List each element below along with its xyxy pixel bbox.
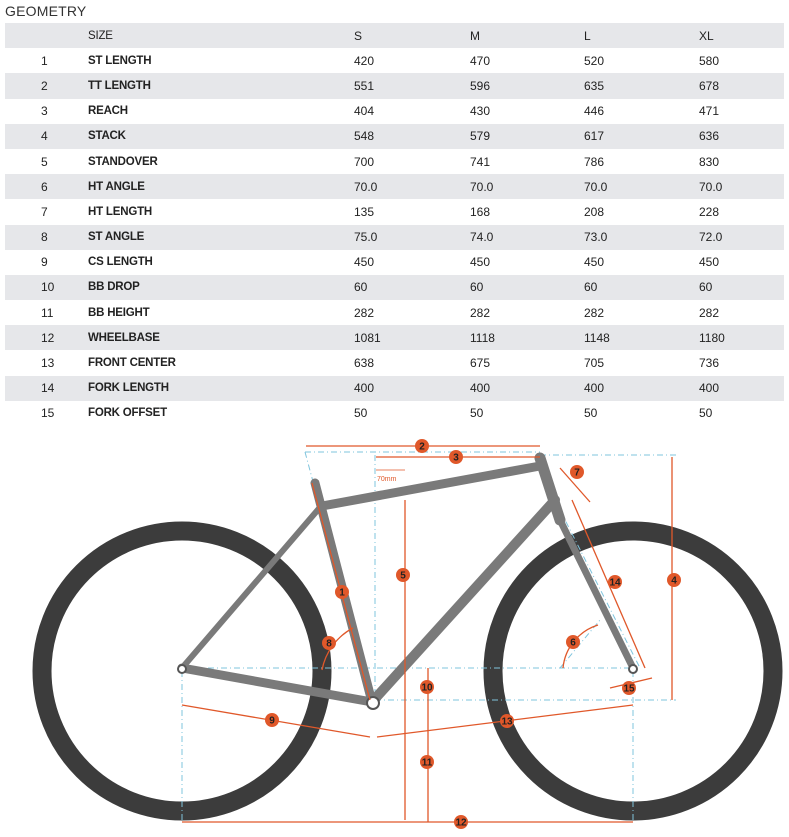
cell-xl: 60 (699, 275, 784, 300)
cell-xl: 450 (699, 250, 784, 275)
marker-11 (420, 755, 434, 769)
table-row (5, 48, 784, 73)
cell-s: 551 (354, 73, 470, 98)
cell-xl: 736 (699, 350, 784, 375)
cell-l: 400 (584, 376, 699, 401)
marker-label: 4 (671, 575, 677, 587)
cell-l: 70.0 (584, 174, 699, 199)
cell-l: 705 (584, 350, 699, 375)
cell-num: 12 (5, 325, 88, 350)
cell-l: 1148 (584, 325, 699, 350)
cell-s: 1081 (354, 325, 470, 350)
marker-15 (622, 681, 636, 695)
cell-num: 7 (5, 199, 88, 224)
marker-13 (500, 714, 514, 728)
cell-l: 446 (584, 99, 699, 124)
marker-5 (396, 568, 410, 582)
marker-label: 15 (623, 683, 635, 695)
header-l: L (584, 23, 699, 48)
cell-m: 282 (470, 300, 584, 325)
marker-2 (415, 439, 429, 453)
marker-label: 8 (326, 638, 332, 650)
header-xl: XL (699, 23, 784, 48)
table-row (5, 99, 784, 124)
cell-s: 400 (354, 376, 470, 401)
marker-3 (449, 450, 463, 464)
table-row (5, 401, 784, 426)
page-title: GEOMETRY (5, 3, 87, 19)
table-row (5, 350, 784, 375)
cell-m: 741 (470, 149, 584, 174)
marker-12 (454, 815, 468, 829)
marker-label: 13 (501, 716, 513, 728)
table-row (5, 174, 784, 199)
cell-m: 675 (470, 350, 584, 375)
cell-s: 282 (354, 300, 470, 325)
table-row (5, 300, 784, 325)
cell-num: 11 (5, 300, 88, 325)
cell-name: HT ANGLE (88, 174, 354, 199)
cell-name: HT LENGTH (88, 199, 354, 224)
cell-l: 520 (584, 48, 699, 73)
cell-m: 400 (470, 376, 584, 401)
marker-4 (667, 573, 681, 587)
cell-m: 70.0 (470, 174, 584, 199)
header-size: SIZE (88, 23, 354, 48)
cell-name: FRONT CENTER (88, 350, 354, 375)
cell-name: BB DROP (88, 275, 354, 300)
cell-s: 60 (354, 275, 470, 300)
cell-xl: 471 (699, 99, 784, 124)
cell-num: 13 (5, 350, 88, 375)
cell-name: BB HEIGHT (88, 300, 354, 325)
table-row (5, 149, 784, 174)
cell-xl: 72.0 (699, 225, 784, 250)
cell-l: 635 (584, 73, 699, 98)
marker-label: 9 (269, 715, 275, 727)
cell-num: 2 (5, 73, 88, 98)
cell-m: 596 (470, 73, 584, 98)
cell-m: 168 (470, 199, 584, 224)
marker-label: 11 (421, 757, 433, 769)
marker-label: 6 (570, 637, 576, 649)
cell-num: 1 (5, 48, 88, 73)
cell-m: 74.0 (470, 225, 584, 250)
marker-8 (322, 636, 336, 650)
marker-label: 14 (609, 577, 621, 589)
cell-m: 579 (470, 124, 584, 149)
marker-10 (420, 680, 434, 694)
cell-num: 3 (5, 99, 88, 124)
table-row (5, 325, 784, 350)
marker-label: 5 (400, 570, 406, 582)
marker-label: 2 (419, 441, 425, 453)
marker-label: 1 (339, 587, 345, 599)
cell-m: 470 (470, 48, 584, 73)
cell-s: 638 (354, 350, 470, 375)
rear-axle (178, 665, 186, 673)
cell-l: 786 (584, 149, 699, 174)
table-row (5, 225, 784, 250)
cell-name: WHEELBASE (88, 325, 354, 350)
geometry-table (5, 23, 784, 426)
cell-num: 14 (5, 376, 88, 401)
cell-s: 70.0 (354, 174, 470, 199)
cell-m: 50 (470, 401, 584, 426)
cell-s: 75.0 (354, 225, 470, 250)
cell-l: 208 (584, 199, 699, 224)
bottom-bracket (367, 697, 379, 709)
cell-xl: 282 (699, 300, 784, 325)
cell-xl: 830 (699, 149, 784, 174)
marker-label: 10 (421, 682, 433, 694)
front-axle (629, 665, 637, 673)
cell-xl: 70.0 (699, 174, 784, 199)
marker-6 (566, 635, 580, 649)
cell-xl: 678 (699, 73, 784, 98)
bike-geometry-diagram (0, 430, 789, 837)
marker-label: 3 (453, 452, 459, 464)
marker-9 (265, 713, 279, 727)
cell-m: 450 (470, 250, 584, 275)
cell-s: 404 (354, 99, 470, 124)
cell-l: 60 (584, 275, 699, 300)
marker-label: 7 (574, 467, 580, 479)
cell-s: 420 (354, 48, 470, 73)
marker-7 (570, 465, 584, 479)
cell-s: 135 (354, 199, 470, 224)
cell-xl: 228 (699, 199, 784, 224)
cell-xl: 580 (699, 48, 784, 73)
cell-num: 5 (5, 149, 88, 174)
cell-xl: 400 (699, 376, 784, 401)
header-num (5, 23, 88, 48)
fork-offset-label: 70mm (377, 476, 397, 483)
cell-name: STANDOVER (88, 149, 354, 174)
cell-name: FORK OFFSET (88, 401, 354, 426)
header-s: S (354, 23, 470, 48)
cell-num: 10 (5, 275, 88, 300)
cell-name: ST ANGLE (88, 225, 354, 250)
cell-s: 548 (354, 124, 470, 149)
cell-l: 617 (584, 124, 699, 149)
cell-name: FORK LENGTH (88, 376, 354, 401)
table-row (5, 73, 784, 98)
cell-xl: 50 (699, 401, 784, 426)
cell-name: STACK (88, 124, 354, 149)
marker-1 (335, 585, 349, 599)
cell-name: ST LENGTH (88, 48, 354, 73)
cell-num: 9 (5, 250, 88, 275)
cell-l: 282 (584, 300, 699, 325)
table-row (5, 124, 784, 149)
cell-name: REACH (88, 99, 354, 124)
cell-name: CS LENGTH (88, 250, 354, 275)
cell-num: 15 (5, 401, 88, 426)
cell-s: 450 (354, 250, 470, 275)
cell-m: 430 (470, 99, 584, 124)
cell-num: 4 (5, 124, 88, 149)
cell-m: 1118 (470, 325, 584, 350)
table-row (5, 199, 784, 224)
marker-label: 12 (455, 817, 467, 829)
cell-num: 6 (5, 174, 88, 199)
header-m: M (470, 23, 584, 48)
cell-s: 50 (354, 401, 470, 426)
cell-l: 50 (584, 401, 699, 426)
cell-num: 8 (5, 225, 88, 250)
cell-l: 73.0 (584, 225, 699, 250)
cell-m: 60 (470, 275, 584, 300)
cell-xl: 636 (699, 124, 784, 149)
table-row (5, 275, 784, 300)
table-header-row (5, 23, 784, 48)
cell-s: 700 (354, 149, 470, 174)
table-row (5, 250, 784, 275)
table-row (5, 376, 784, 401)
marker-14 (608, 575, 622, 589)
cell-xl: 1180 (699, 325, 784, 350)
cell-l: 450 (584, 250, 699, 275)
cell-name: TT LENGTH (88, 73, 354, 98)
